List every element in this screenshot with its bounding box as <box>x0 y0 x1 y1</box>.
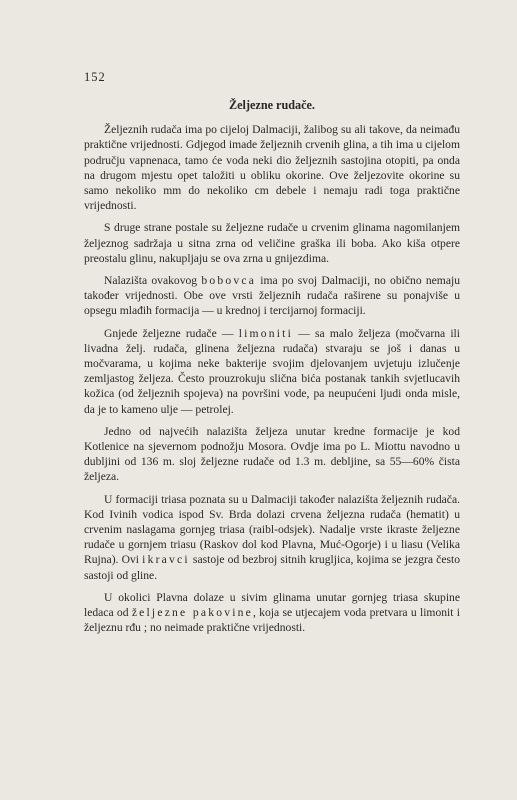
paragraph <box>84 273 460 319</box>
paragraph <box>84 424 460 485</box>
text-run: Gnjede željezne rudače — <box>104 326 239 340</box>
spaced-term: bobovca <box>201 274 257 288</box>
paragraph <box>84 492 460 583</box>
paragraph <box>84 220 460 266</box>
paragraphs <box>84 122 460 635</box>
text-run: ima po svoj Dalmaciji, no obično nemaju također vrijednosti. Obe ove vrsti željeznih rudača raširene su ponajviše u opsegu mlađih formacija — u krednoj i tercijarnoj formaciji. <box>84 274 460 318</box>
text-run: sastoje od bezbroj sitnih krugljica, kojima se jezgra često sastoji od gline. <box>84 553 460 582</box>
text-run: S druge strane postale su željezne rudače u crvenim glinama nagomilanjem željeznog sadržaja u sitna zrna od veličine graška ili boba. Ako kiša otpere preostalu glinu, nakupljaju se ova zrna u gnijezdima. <box>84 221 460 265</box>
spaced-term: željezne pakovine <box>131 606 253 620</box>
text-run: U okolici Plavna dolaze u sivim glinama unutar gornjeg triasa skupine ledaca od <box>84 590 460 620</box>
page-number: 152 <box>84 70 106 84</box>
spaced-term: limoniti <box>238 326 294 340</box>
text-run: Željeznih rudača ima po cijeloj Dalmaciji, žalibog su ali takove, da neimađu praktične vrijednosti. Gdjegod imade željeznih crvenih glina, a tih ima u cijelom području vapnenaca, tamo će voda neki dio željeznih sastojina otopiti, pa onda na drugom mjestu opet taložiti u obliku okorine. Ove željezovite okorine su samo nekoliko mm do nekoliko cm debele i nemaju radi toga praktične vrijednosti. <box>84 123 460 213</box>
text-run: — sa malo željeza (močvarna ili livadna želj. rudača, glinena željezna rudača) stvaraju se još i danas u močvarama, u kojima neke bakterije svojim djelovanjem uvjetuju izlučenje zemljastog željeza. Često prouzrokuju slična bića postanak tankih svjetlucavih kožica (od željeznih spojeva) na površini vode, pa neupućeni ljudi onda misle, da je to kameno ulje — petrolej. <box>84 326 461 416</box>
spaced-term: ikravci <box>142 553 190 567</box>
text-run: U formaciji triasa poznata su u Dalmaciji također nalazišta željeznih rudača. Kod Ivinih vodica ispod Sv. Brda dolazi crvena željezna rudača (hematit) u crvenim naslagama gornjeg triasa (raibl-odsjek). Nadalje vrste ikraste željezne rudače u gornjem triasu (Raskov dol kod Plavna, Muć-Ogorje) i u liasu (Velika Rujna). Ovi <box>84 492 460 567</box>
paragraph <box>84 122 460 213</box>
text-run: Jedno od najvećih nalazišta željeza unutar kredne formacije je kod Kotlenice na sjevernom podnožju Mosora. Ovdje ima po L. Miottu navodno u dubljini od 136 m. sloj željezne rudače od 1.3 m. debljine, sa 55—60% čista željeza. <box>84 424 460 484</box>
paragraph <box>84 590 460 636</box>
text-run: Nalazišta ovakovog <box>104 274 202 288</box>
page-content <box>84 98 460 643</box>
paragraph <box>84 326 460 417</box>
section-title: Željezne rudače. <box>229 98 315 112</box>
text-run: , koja se utjecajem voda pretvara u limonit i željeznu rđu ; no neimade praktične vrijednosti. <box>84 606 461 635</box>
